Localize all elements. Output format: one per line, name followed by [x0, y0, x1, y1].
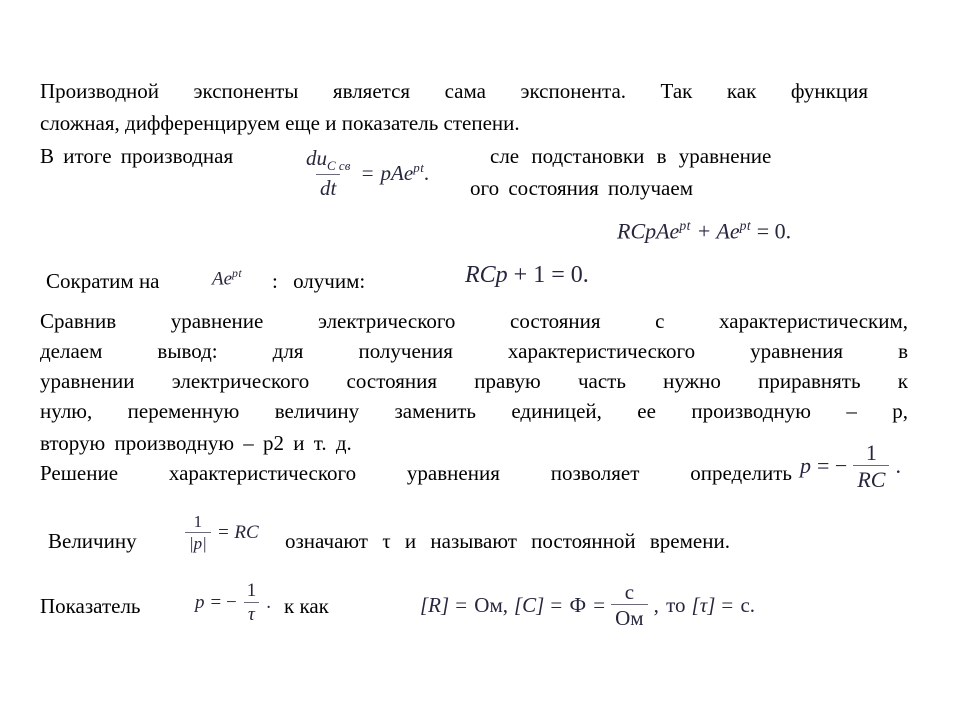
p-symbol: p [800, 453, 811, 479]
velichina-label: Величину [48, 529, 137, 553]
bracket-r: [R] [420, 592, 450, 617]
pokazatel-mid-fragment: к как [284, 594, 329, 618]
paragraph1-line2: сложная, дифференцируем еще и показатель степени. [40, 111, 520, 135]
formula-units [420, 580, 755, 630]
paragraph1-line1: Производной экспоненты является сама экспонента. Так как функция [40, 79, 868, 103]
fraction-s-over-ohm: $\frac{с}{Ом}$ [611, 580, 647, 630]
paragraph2-line4: нулю, переменную величину заменить единицей, ее производную – p, [40, 399, 908, 423]
formula-rhs: pAe$^{pt}$. [380, 160, 430, 186]
derivative-line-label: В итоге производная [40, 144, 234, 168]
paragraph2-line2: делаем вывод: для получения характеристического уравнения в [40, 339, 908, 363]
formula-derivative-du-dt [302, 146, 430, 200]
derivative-line-fragment-top: сле подстановки в уравнение [490, 144, 772, 168]
paragraph2-line3: уравнении электрического состояния правую часть нужно приравнять к [40, 369, 908, 393]
period: . [266, 591, 271, 613]
paragraph2-line5: вторую производную – p2 и т. д. [40, 431, 352, 455]
equals-rc: = RC [216, 521, 259, 543]
units-then: , то [653, 592, 686, 617]
fraction-du-dt [302, 146, 354, 200]
formula-characteristic-substituted: RCpAe$^{pt}$ + $Ae^{pt} = 0$. [617, 218, 792, 244]
equals-seconds: = с. [721, 592, 756, 617]
fraction-numerator: $du_{C св}$ [306, 146, 351, 174]
fraction-one-over-p: $\frac{1}{|p|}$ [185, 512, 211, 553]
fraction-one-over-tau: $\frac{1}{\tau}$ [243, 580, 261, 626]
equals-minus: = − [817, 453, 848, 479]
sokratim-label-tail: : олучим: [272, 269, 366, 293]
velichina-tail: означают τ и называют постоянной времени. [285, 529, 730, 553]
sokratim-label: Сократим на [46, 269, 160, 293]
formula-p-equals-minus-one-over-rc [800, 440, 901, 493]
period: . [895, 453, 901, 479]
equals-minus: = − [210, 591, 237, 613]
bracket-tau: [τ] [691, 592, 716, 617]
paragraph2-line1: Сравнив уравнение электрического состояния с характеристическим, [40, 309, 908, 333]
equals-farad: = Ф = [550, 592, 606, 617]
formula-one-over-abs-p [185, 512, 259, 553]
equals-ohm: = Ом, [455, 592, 508, 617]
fraction-one-over-rc: $\frac{1}{RC}$ [853, 440, 889, 493]
pokazatel-label: Показатель [40, 594, 141, 618]
formula-p-equals-minus-one-over-tau [195, 580, 271, 626]
reshenie-line: Решение характеристического уравнения позволяет определить [40, 461, 792, 485]
equals-sign: = [360, 160, 375, 185]
derivative-line-fragment-bottom: ого состояния получаем [470, 176, 693, 200]
bracket-c: [C] [514, 592, 545, 617]
formula-ae-pt-inline: $Ae^{pt}$ [212, 267, 243, 290]
fraction-denominator: dt [316, 174, 340, 200]
p-symbol: p [195, 591, 205, 613]
formula-rcp-plus-1: RCp + 1 = 0. [465, 262, 589, 288]
